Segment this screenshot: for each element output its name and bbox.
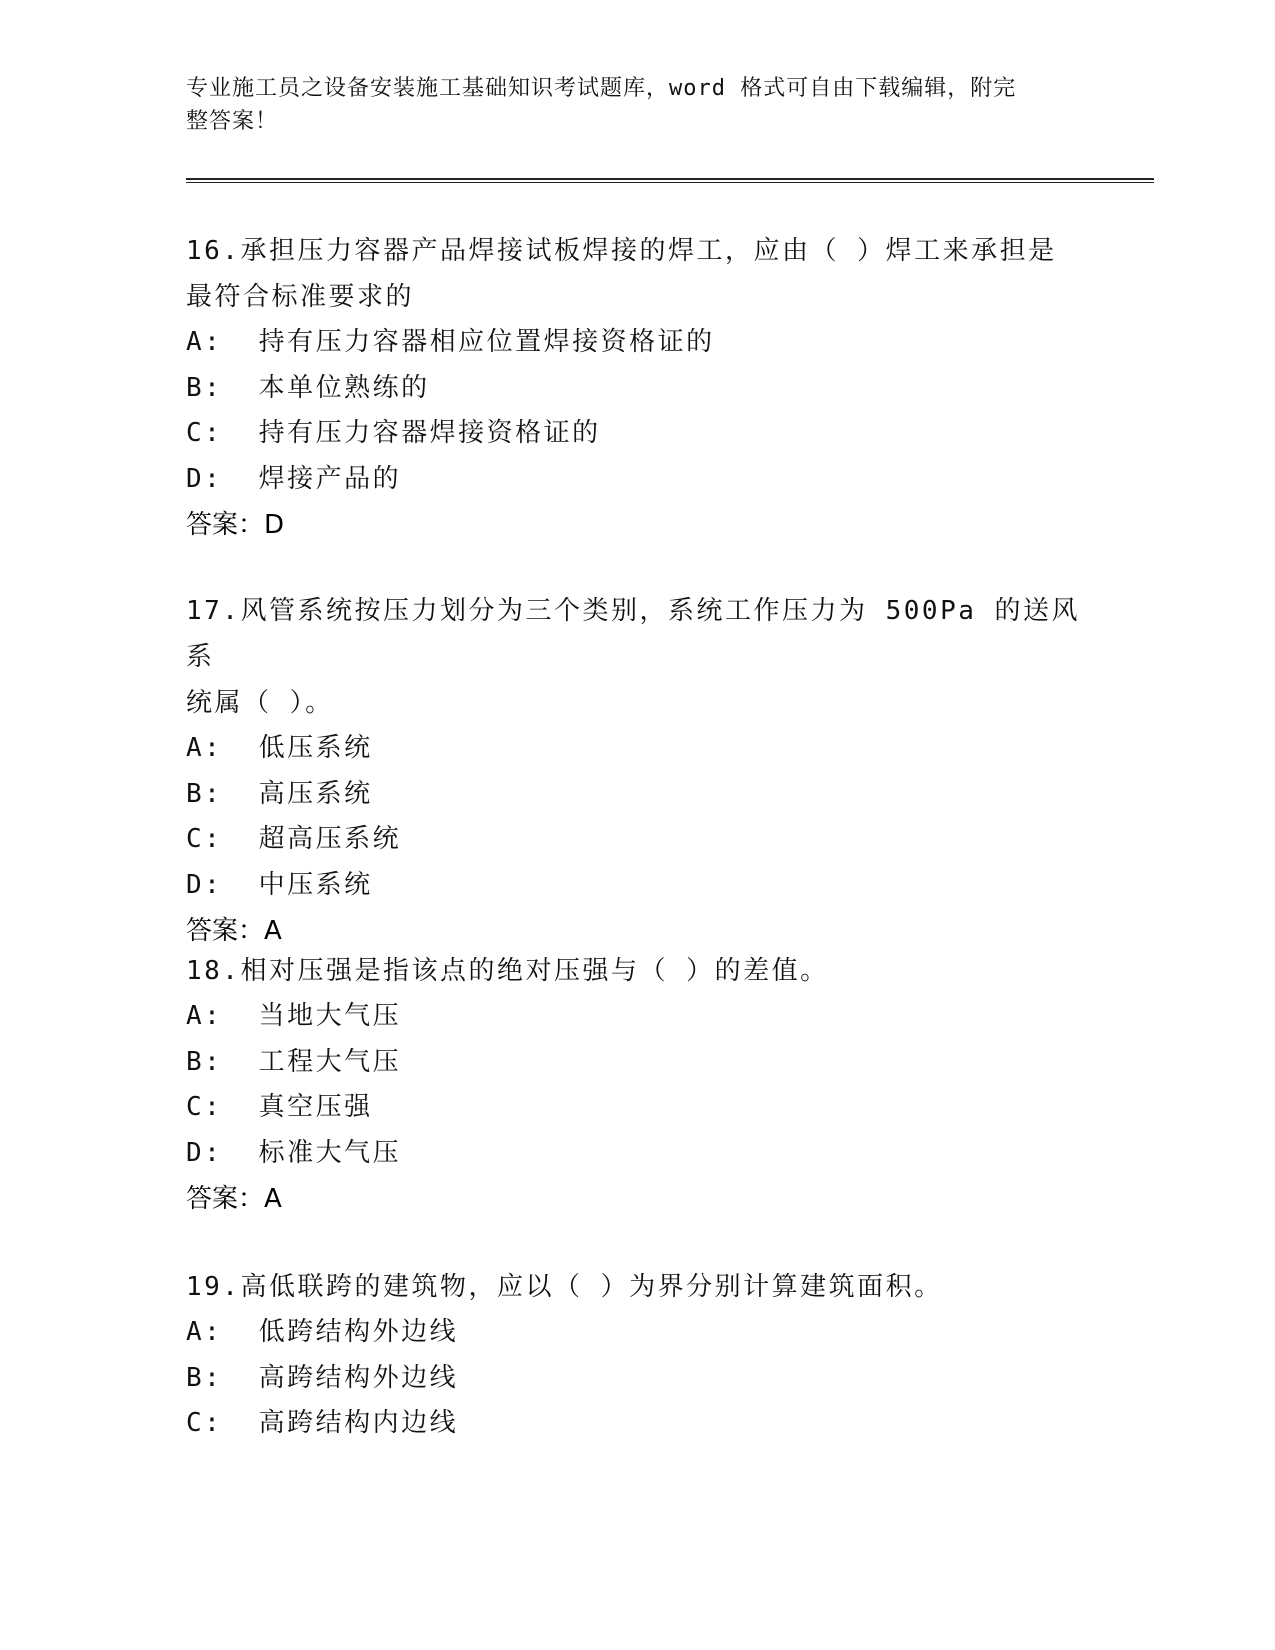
answer-label: 答案：D: [186, 510, 285, 540]
option-d: D: 焊接产品的: [186, 463, 402, 494]
option-d: D: 中压系统: [186, 869, 373, 900]
option-d: D: 标准大气压: [186, 1137, 402, 1168]
option-a: A: 当地大气压: [186, 1001, 402, 1031]
header-divider: [186, 178, 1154, 183]
option-a: A: 低跨结构外边线: [186, 1317, 459, 1347]
option-c: C: 真空压强: [186, 1092, 373, 1122]
answer-label: 答案：A: [186, 1184, 282, 1214]
option-b: B: 高跨结构外边线: [186, 1362, 459, 1393]
option-b: B: 工程大气压: [186, 1046, 402, 1077]
question-stem-line: 19.高低联跨的建筑物，应以（ ）为界分别计算建筑面积。: [186, 1272, 943, 1302]
header-line-2: 整答案！: [186, 109, 279, 134]
option-b: B: 本单位熟练的: [186, 372, 430, 403]
option-b: B: 高压系统: [186, 778, 373, 809]
question-19: [186, 1264, 1086, 1447]
question-stem-line: 18.相对压强是指该点的绝对压强与（ ）的差值。: [186, 956, 829, 986]
option-c: C: 持有压力容器焊接资格证的: [186, 418, 601, 448]
option-a: A: 持有压力容器相应位置焊接资格证的: [186, 327, 715, 357]
header-line-1: 专业施工员之设备安装施工基础知识考试题库，word 格式可自由下载编辑，附完: [186, 76, 1017, 101]
answer-label: 答案：A: [186, 916, 282, 946]
question-stem-line: 16.承担压力容器产品焊接试板焊接的焊工，应由（ ）焊工来承担是: [186, 236, 1057, 266]
question-stem-line: 最符合标准要求的: [186, 282, 415, 312]
document-header: [186, 72, 1066, 138]
option-a: A: 低压系统: [186, 733, 373, 763]
question-stem-line: 统属（ ）。: [186, 688, 334, 718]
question-18: [186, 948, 1086, 1222]
question-17: [186, 588, 1086, 954]
option-c: C: 高跨结构内边线: [186, 1408, 459, 1438]
question-16: [186, 228, 1086, 548]
question-stem-line: 17.风管系统按压力划分为三个类别，系统工作压力为 500Pa 的送风系: [186, 596, 1081, 672]
option-c: C: 超高压系统: [186, 824, 402, 854]
